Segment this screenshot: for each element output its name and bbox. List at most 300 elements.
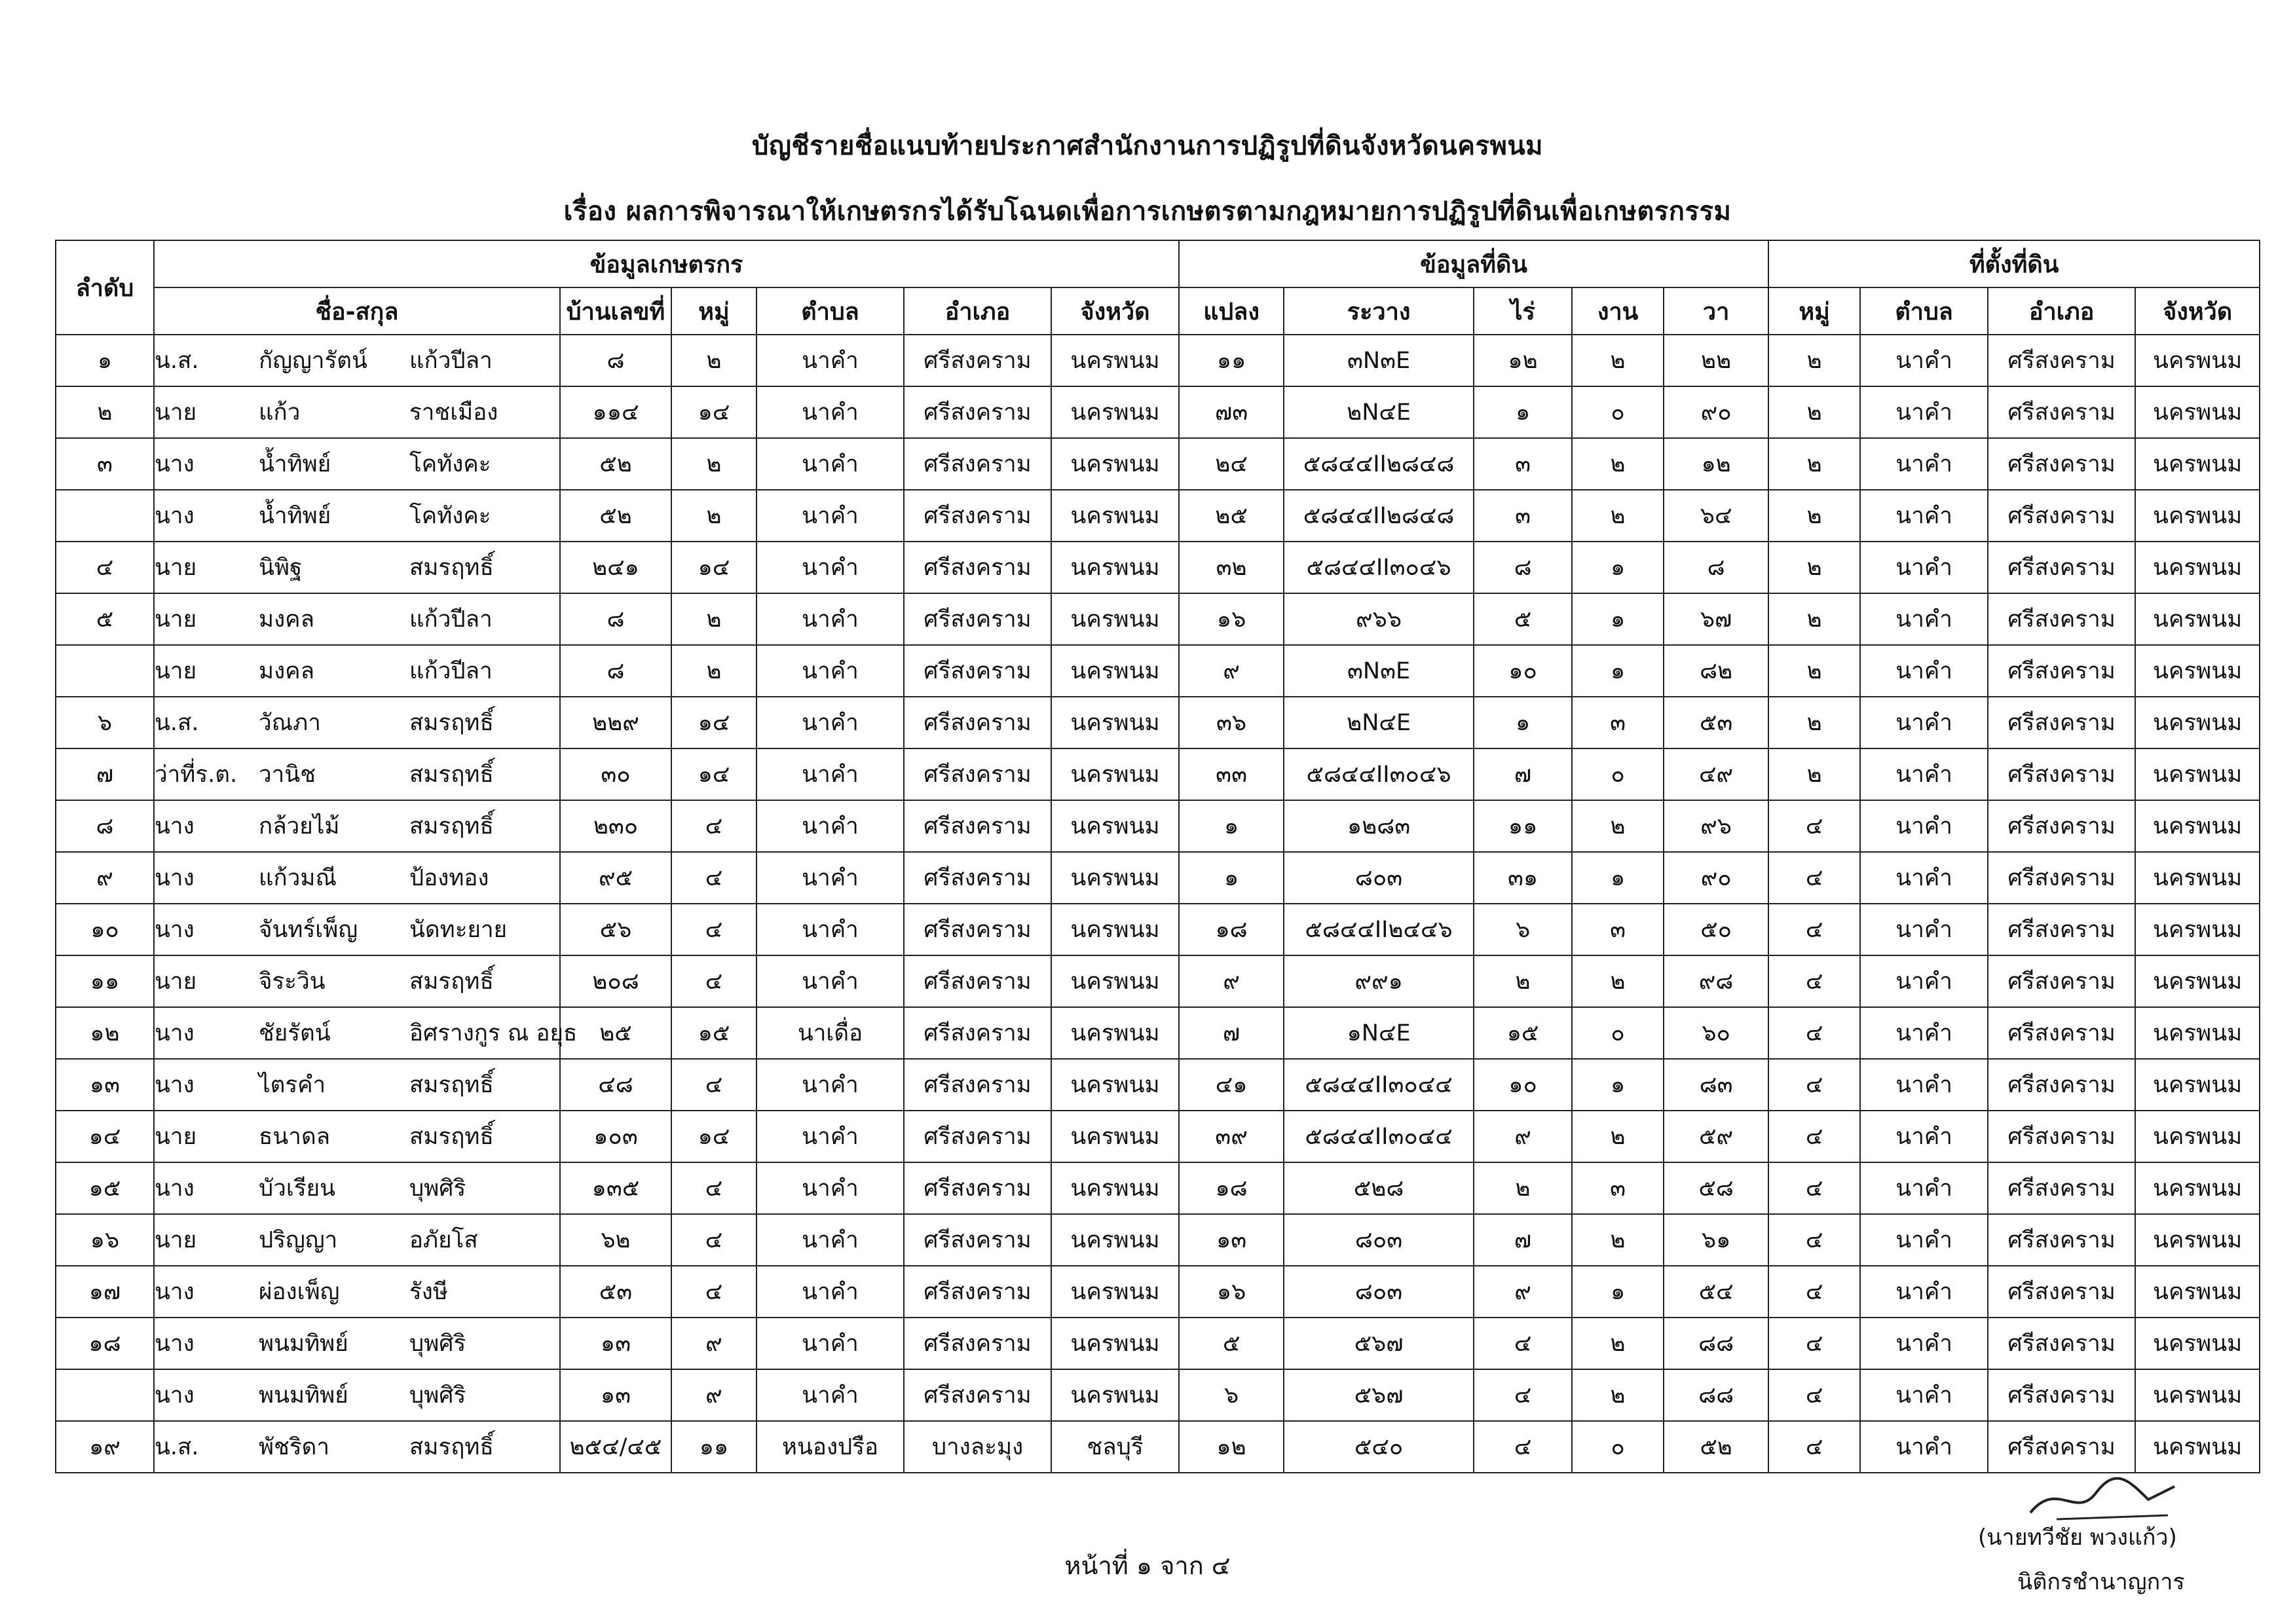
cell-loc-tambon: นาคำ: [1860, 1059, 1988, 1111]
cell-loc-amphoe: ศรีสงคราม: [1988, 697, 2135, 748]
cell-amphoe: ศรีสงคราม: [904, 800, 1051, 852]
cell-tambon: นาคำ: [756, 1059, 904, 1111]
cell-amphoe: บางละมุง: [904, 1421, 1051, 1473]
cell-loc-province: นครพนม: [2135, 1266, 2260, 1318]
cell-order: ๑๙: [56, 1421, 154, 1473]
cell-tambon: นาคำ: [756, 438, 904, 490]
cell-plot: ๗: [1179, 1007, 1284, 1059]
cell-first-name: แก้ว: [259, 386, 409, 438]
cell-moo: ๒: [671, 335, 756, 386]
cell-rawang: ๘๐๓: [1284, 852, 1474, 904]
cell-ngan: ๐: [1572, 1007, 1664, 1059]
header-province: จังหวัด: [1051, 287, 1179, 335]
cell-amphoe: ศรีสงคราม: [904, 542, 1051, 593]
cell-prefix: นาง: [154, 1007, 259, 1059]
cell-last-name: สมรฤทธิ์: [409, 1421, 560, 1473]
cell-prefix: น.ส.: [154, 697, 259, 748]
table-row: [56, 1421, 2260, 1473]
cell-ngan: ๓: [1572, 1162, 1664, 1214]
cell-first-name: ธนาดล: [259, 1111, 409, 1162]
document-subtitle: เรื่อง ผลการพิจารณาให้เกษตรกรได้รับโฉนดเพื่อการเกษตรตามกฎหมายการปฏิรูปที่ดินเพื่อเกษตรกรรม: [563, 196, 1732, 227]
cell-house-no: ๕๓: [560, 1266, 671, 1318]
cell-province: นครพนม: [1051, 1111, 1179, 1162]
cell-first-name: กัญญารัตน์: [259, 335, 409, 386]
cell-moo: ๔: [671, 1214, 756, 1266]
cell-rawang: ๘๐๓: [1284, 1214, 1474, 1266]
cell-last-name: สมรฤทธิ์: [409, 1059, 560, 1111]
cell-ngan: ๓: [1572, 904, 1664, 955]
cell-last-name: โคทังคะ: [409, 490, 560, 542]
cell-amphoe: ศรีสงคราม: [904, 1318, 1051, 1369]
cell-last-name: อภัยโส: [409, 1214, 560, 1266]
cell-first-name: พนมทิพย์: [259, 1318, 409, 1369]
cell-loc-tambon: นาคำ: [1860, 852, 1988, 904]
cell-plot: ๑๑: [1179, 335, 1284, 386]
cell-prefix: นาง: [154, 800, 259, 852]
cell-loc-province: นครพนม: [2135, 800, 2260, 852]
cell-order: ๔: [56, 542, 154, 593]
cell-ngan: ๒: [1572, 490, 1664, 542]
cell-order: [56, 490, 154, 542]
cell-loc-moo: ๒: [1768, 542, 1860, 593]
cell-prefix: นาย: [154, 1214, 259, 1266]
cell-last-name: ป้องทอง: [409, 852, 560, 904]
cell-last-name: บุพศิริ: [409, 1162, 560, 1214]
table-row: [56, 1266, 2260, 1318]
cell-rai: ๕: [1474, 593, 1572, 645]
cell-prefix: นาง: [154, 490, 259, 542]
cell-house-no: ๕๖: [560, 904, 671, 955]
header-name: ชื่อ-สกุล: [154, 287, 560, 335]
cell-tambon: นาคำ: [756, 1162, 904, 1214]
cell-province: นครพนม: [1051, 1007, 1179, 1059]
cell-ngan: ๑: [1572, 542, 1664, 593]
cell-rai: ๓: [1474, 438, 1572, 490]
cell-ngan: ๐: [1572, 748, 1664, 800]
header-farmer-info: ข้อมูลเกษตรกร: [154, 240, 1179, 287]
cell-prefix: นาง: [154, 1266, 259, 1318]
cell-last-name: บุพศิริ: [409, 1318, 560, 1369]
cell-amphoe: ศรีสงคราม: [904, 593, 1051, 645]
cell-tambon: นาคำ: [756, 697, 904, 748]
cell-loc-amphoe: ศรีสงคราม: [1988, 1318, 2135, 1369]
cell-amphoe: ศรีสงคราม: [904, 955, 1051, 1007]
cell-moo: ๒: [671, 593, 756, 645]
cell-tambon: นาคำ: [756, 800, 904, 852]
cell-tambon: นาคำ: [756, 955, 904, 1007]
cell-loc-moo: ๒: [1768, 645, 1860, 697]
cell-loc-amphoe: ศรีสงคราม: [1988, 1369, 2135, 1421]
cell-last-name: ราชเมือง: [409, 386, 560, 438]
cell-order: ๑๗: [56, 1266, 154, 1318]
cell-loc-amphoe: ศรีสงคราม: [1988, 438, 2135, 490]
header-loc-tambon: ตำบล: [1860, 287, 1988, 335]
cell-province: นครพนม: [1051, 438, 1179, 490]
cell-prefix: น.ส.: [154, 1421, 259, 1473]
table-row: [56, 1369, 2260, 1421]
cell-plot: ๒๕: [1179, 490, 1284, 542]
cell-loc-amphoe: ศรีสงคราม: [1988, 386, 2135, 438]
cell-last-name: แก้วปีลา: [409, 593, 560, 645]
cell-rawang: ๙๙๑: [1284, 955, 1474, 1007]
cell-province: นครพนม: [1051, 1214, 1179, 1266]
cell-loc-amphoe: ศรีสงคราม: [1988, 1059, 2135, 1111]
cell-rai: ๓: [1474, 490, 1572, 542]
cell-order: ๑๘: [56, 1318, 154, 1369]
header-plot: แปลง: [1179, 287, 1284, 335]
cell-rai: ๓๑: [1474, 852, 1572, 904]
cell-amphoe: ศรีสงคราม: [904, 1266, 1051, 1318]
cell-prefix: นาง: [154, 1162, 259, 1214]
cell-first-name: ชัยรัตน์: [259, 1007, 409, 1059]
table-row: [56, 438, 2260, 490]
cell-order: [56, 1369, 154, 1421]
cell-loc-amphoe: ศรีสงคราม: [1988, 1162, 2135, 1214]
cell-province: ชลบุรี: [1051, 1421, 1179, 1473]
cell-ngan: ๒: [1572, 1111, 1664, 1162]
cell-loc-tambon: นาคำ: [1860, 1369, 1988, 1421]
cell-rai: ๒: [1474, 1162, 1572, 1214]
cell-first-name: บัวเรียน: [259, 1162, 409, 1214]
cell-house-no: ๒๕: [560, 1007, 671, 1059]
cell-plot: ๔๑: [1179, 1059, 1284, 1111]
cell-wa: ๖๐: [1664, 1007, 1768, 1059]
cell-plot: ๙: [1179, 645, 1284, 697]
table-row: [56, 542, 2260, 593]
cell-loc-tambon: นาคำ: [1860, 955, 1988, 1007]
cell-order: ๑๐: [56, 904, 154, 955]
cell-last-name: นัดทะยาย: [409, 904, 560, 955]
cell-loc-tambon: นาคำ: [1860, 1421, 1988, 1473]
cell-amphoe: ศรีสงคราม: [904, 1162, 1051, 1214]
cell-last-name: สมรฤทธิ์: [409, 748, 560, 800]
cell-order: ๓: [56, 438, 154, 490]
cell-loc-moo: ๔: [1768, 1162, 1860, 1214]
cell-loc-amphoe: ศรีสงคราม: [1988, 748, 2135, 800]
cell-tambon: นาคำ: [756, 1214, 904, 1266]
cell-loc-amphoe: ศรีสงคราม: [1988, 490, 2135, 542]
cell-wa: ๘: [1664, 542, 1768, 593]
cell-first-name: ไตรคำ: [259, 1059, 409, 1111]
cell-first-name: พัชริดา: [259, 1421, 409, 1473]
cell-prefix: นาง: [154, 1318, 259, 1369]
table-row: [56, 904, 2260, 955]
cell-first-name: จันทร์เพ็ญ: [259, 904, 409, 955]
cell-loc-amphoe: ศรีสงคราม: [1988, 645, 2135, 697]
cell-province: นครพนม: [1051, 490, 1179, 542]
cell-first-name: มงคล: [259, 645, 409, 697]
cell-province: นครพนม: [1051, 697, 1179, 748]
cell-order: ๑๒: [56, 1007, 154, 1059]
cell-moo: ๒: [671, 490, 756, 542]
cell-plot: ๙: [1179, 955, 1284, 1007]
table-row: [56, 645, 2260, 697]
cell-loc-province: นครพนม: [2135, 697, 2260, 748]
cell-loc-tambon: นาคำ: [1860, 800, 1988, 852]
cell-tambon: นาคำ: [756, 1111, 904, 1162]
cell-plot: ๓๖: [1179, 697, 1284, 748]
cell-province: นครพนม: [1051, 748, 1179, 800]
cell-loc-tambon: นาคำ: [1860, 697, 1988, 748]
cell-loc-tambon: นาคำ: [1860, 1111, 1988, 1162]
cell-tambon: นาเดื่อ: [756, 1007, 904, 1059]
cell-loc-province: นครพนม: [2135, 1214, 2260, 1266]
cell-amphoe: ศรีสงคราม: [904, 386, 1051, 438]
cell-loc-moo: ๔: [1768, 904, 1860, 955]
cell-house-no: ๑๓: [560, 1318, 671, 1369]
cell-plot: ๗๓: [1179, 386, 1284, 438]
cell-tambon: หนองปรือ: [756, 1421, 904, 1473]
cell-plot: ๑: [1179, 800, 1284, 852]
cell-rai: ๑๐: [1474, 1059, 1572, 1111]
cell-house-no: ๑๓๕: [560, 1162, 671, 1214]
cell-rai: ๖: [1474, 904, 1572, 955]
cell-wa: ๕๔: [1664, 1266, 1768, 1318]
cell-moo: ๑๔: [671, 1111, 756, 1162]
cell-prefix: นาง: [154, 1059, 259, 1111]
cell-rawang: ๒N๔E: [1284, 697, 1474, 748]
cell-ngan: ๒: [1572, 955, 1664, 1007]
table-row: [56, 593, 2260, 645]
cell-wa: ๒๒: [1664, 335, 1768, 386]
cell-loc-province: นครพนม: [2135, 542, 2260, 593]
table-row: [56, 1214, 2260, 1266]
table-row: [56, 1162, 2260, 1214]
cell-rawang: ๕๘๔๔II๒๔๔๖: [1284, 904, 1474, 955]
header-amphoe: อำเภอ: [904, 287, 1051, 335]
cell-wa: ๕๐: [1664, 904, 1768, 955]
cell-ngan: ๒: [1572, 438, 1664, 490]
cell-plot: ๑: [1179, 852, 1284, 904]
cell-order: ๕: [56, 593, 154, 645]
cell-house-no: ๒๓๐: [560, 800, 671, 852]
cell-moo: ๑๕: [671, 1007, 756, 1059]
cell-prefix: น.ส.: [154, 335, 259, 386]
cell-prefix: ว่าที่ร.ต.: [154, 748, 259, 800]
cell-loc-amphoe: ศรีสงคราม: [1988, 800, 2135, 852]
cell-rai: ๑๒: [1474, 335, 1572, 386]
cell-plot: ๑๖: [1179, 593, 1284, 645]
farmer-land-table: [55, 240, 2260, 1473]
cell-plot: ๓๙: [1179, 1111, 1284, 1162]
header-land-info: ข้อมูลที่ดิน: [1179, 240, 1768, 287]
cell-wa: ๖๗: [1664, 593, 1768, 645]
cell-amphoe: ศรีสงคราม: [904, 1369, 1051, 1421]
cell-wa: ๙๖: [1664, 800, 1768, 852]
cell-plot: ๑๘: [1179, 1162, 1284, 1214]
cell-loc-province: นครพนม: [2135, 1421, 2260, 1473]
cell-rawang: ๕๘๔๔II๓๐๔๔: [1284, 1111, 1474, 1162]
cell-house-no: ๒๔๑: [560, 542, 671, 593]
cell-loc-amphoe: ศรีสงคราม: [1988, 335, 2135, 386]
cell-moo: ๒: [671, 438, 756, 490]
cell-ngan: ๒: [1572, 800, 1664, 852]
cell-last-name: สมรฤทธิ์: [409, 697, 560, 748]
cell-plot: ๒๔: [1179, 438, 1284, 490]
cell-first-name: วัณภา: [259, 697, 409, 748]
cell-loc-moo: ๒: [1768, 697, 1860, 748]
cell-moo: ๔: [671, 1059, 756, 1111]
cell-order: ๙: [56, 852, 154, 904]
cell-moo: ๑๔: [671, 748, 756, 800]
cell-loc-tambon: นาคำ: [1860, 438, 1988, 490]
cell-loc-moo: ๒: [1768, 438, 1860, 490]
cell-rawang: ๘๐๓: [1284, 1266, 1474, 1318]
cell-ngan: ๑: [1572, 852, 1664, 904]
signer-name: (นายทวีชัย พวงแก้ว): [1978, 1524, 2177, 1551]
cell-loc-tambon: นาคำ: [1860, 904, 1988, 955]
cell-ngan: ๒: [1572, 1318, 1664, 1369]
cell-tambon: นาคำ: [756, 852, 904, 904]
cell-loc-amphoe: ศรีสงคราม: [1988, 852, 2135, 904]
header-tambon: ตำบล: [756, 287, 904, 335]
cell-loc-amphoe: ศรีสงคราม: [1988, 1421, 2135, 1473]
cell-amphoe: ศรีสงคราม: [904, 904, 1051, 955]
cell-order: ๗: [56, 748, 154, 800]
cell-plot: ๓๓: [1179, 748, 1284, 800]
cell-loc-province: นครพนม: [2135, 438, 2260, 490]
cell-wa: ๖๔: [1664, 490, 1768, 542]
header-loc-moo: หมู่: [1768, 287, 1860, 335]
cell-last-name: สมรฤทธิ์: [409, 1111, 560, 1162]
cell-province: นครพนม: [1051, 386, 1179, 438]
cell-rai: ๗: [1474, 1214, 1572, 1266]
header-wa: วา: [1664, 287, 1768, 335]
cell-prefix: นาง: [154, 852, 259, 904]
cell-prefix: นาย: [154, 1111, 259, 1162]
cell-order: ๑๖: [56, 1214, 154, 1266]
cell-last-name: อิศรางกูร ณ อยุธ: [409, 1007, 560, 1059]
cell-first-name: ผ่องเพ็ญ: [259, 1266, 409, 1318]
cell-moo: ๔: [671, 1266, 756, 1318]
cell-last-name: แก้วปีลา: [409, 645, 560, 697]
cell-wa: ๘๓: [1664, 1059, 1768, 1111]
cell-last-name: รังษี: [409, 1266, 560, 1318]
cell-wa: ๕๘: [1664, 1162, 1768, 1214]
cell-loc-tambon: นาคำ: [1860, 490, 1988, 542]
cell-rai: ๔: [1474, 1421, 1572, 1473]
cell-loc-moo: ๔: [1768, 1421, 1860, 1473]
cell-wa: ๖๑: [1664, 1214, 1768, 1266]
table-row: [56, 697, 2260, 748]
cell-loc-moo: ๒: [1768, 748, 1860, 800]
cell-loc-province: นครพนม: [2135, 1111, 2260, 1162]
cell-rawang: ๑N๔E: [1284, 1007, 1474, 1059]
cell-prefix: นาย: [154, 955, 259, 1007]
cell-loc-amphoe: ศรีสงคราม: [1988, 1214, 2135, 1266]
cell-rai: ๑๕: [1474, 1007, 1572, 1059]
cell-prefix: นาง: [154, 904, 259, 955]
cell-rawang: ๕๖๗: [1284, 1369, 1474, 1421]
table-row: [56, 852, 2260, 904]
cell-province: นครพนม: [1051, 593, 1179, 645]
cell-plot: ๑๖: [1179, 1266, 1284, 1318]
cell-house-no: ๑๓: [560, 1369, 671, 1421]
cell-ngan: ๑: [1572, 593, 1664, 645]
cell-last-name: สมรฤทธิ์: [409, 542, 560, 593]
cell-province: นครพนม: [1051, 1369, 1179, 1421]
cell-wa: ๘๘: [1664, 1369, 1768, 1421]
cell-loc-tambon: นาคำ: [1860, 386, 1988, 438]
cell-amphoe: ศรีสงคราม: [904, 697, 1051, 748]
cell-moo: ๙: [671, 1318, 756, 1369]
cell-loc-tambon: นาคำ: [1860, 1007, 1988, 1059]
cell-house-no: ๑๐๓: [560, 1111, 671, 1162]
cell-tambon: นาคำ: [756, 748, 904, 800]
cell-rawang: ๕๘๔๔II๒๘๔๘: [1284, 490, 1474, 542]
cell-wa: ๕๙: [1664, 1111, 1768, 1162]
cell-rawang: ๕๖๗: [1284, 1318, 1474, 1369]
cell-loc-province: นครพนม: [2135, 748, 2260, 800]
cell-loc-amphoe: ศรีสงคราม: [1988, 955, 2135, 1007]
cell-tambon: นาคำ: [756, 904, 904, 955]
cell-wa: ๘๘: [1664, 1318, 1768, 1369]
cell-loc-tambon: นาคำ: [1860, 1318, 1988, 1369]
cell-house-no: ๒๒๙: [560, 697, 671, 748]
cell-prefix: นาย: [154, 386, 259, 438]
cell-rai: ๑๑: [1474, 800, 1572, 852]
cell-first-name: ปริญญา: [259, 1214, 409, 1266]
cell-rai: ๑๐: [1474, 645, 1572, 697]
cell-loc-moo: ๔: [1768, 800, 1860, 852]
cell-ngan: ๓: [1572, 697, 1664, 748]
cell-rai: ๔: [1474, 1318, 1572, 1369]
cell-province: นครพนม: [1051, 645, 1179, 697]
table-row: [56, 1111, 2260, 1162]
cell-rai: ๑: [1474, 386, 1572, 438]
cell-loc-province: นครพนม: [2135, 1162, 2260, 1214]
cell-ngan: ๑: [1572, 1059, 1664, 1111]
cell-loc-province: นครพนม: [2135, 645, 2260, 697]
cell-province: นครพนม: [1051, 852, 1179, 904]
cell-loc-tambon: นาคำ: [1860, 748, 1988, 800]
document-title: บัญชีรายชื่อแนบท้ายประกาศสำนักงานการปฏิรูปที่ดินจังหวัดนครพนม: [751, 131, 1544, 161]
header-rawang: ระวาง: [1284, 287, 1474, 335]
cell-amphoe: ศรีสงคราม: [904, 748, 1051, 800]
cell-last-name: แก้วปีลา: [409, 335, 560, 386]
cell-first-name: กล้วยไม้: [259, 800, 409, 852]
header-rai: ไร่: [1474, 287, 1572, 335]
cell-loc-amphoe: ศรีสงคราม: [1988, 904, 2135, 955]
cell-amphoe: ศรีสงคราม: [904, 645, 1051, 697]
table-body: [56, 335, 2260, 1473]
cell-order: ๘: [56, 800, 154, 852]
cell-loc-province: นครพนม: [2135, 1059, 2260, 1111]
cell-moo: ๒: [671, 645, 756, 697]
cell-loc-tambon: นาคำ: [1860, 542, 1988, 593]
cell-order: ๑๓: [56, 1059, 154, 1111]
cell-plot: ๕: [1179, 1318, 1284, 1369]
cell-tambon: นาคำ: [756, 645, 904, 697]
cell-rawang: ๒N๔E: [1284, 386, 1474, 438]
cell-loc-moo: ๔: [1768, 852, 1860, 904]
cell-wa: ๑๒: [1664, 438, 1768, 490]
table-row: [56, 386, 2260, 438]
cell-loc-moo: ๔: [1768, 1059, 1860, 1111]
cell-ngan: ๐: [1572, 1421, 1664, 1473]
cell-amphoe: ศรีสงคราม: [904, 1007, 1051, 1059]
cell-loc-moo: ๔: [1768, 1266, 1860, 1318]
cell-first-name: นิพิฐ: [259, 542, 409, 593]
cell-loc-tambon: นาคำ: [1860, 1214, 1988, 1266]
cell-moo: ๑๔: [671, 697, 756, 748]
cell-first-name: วานิช: [259, 748, 409, 800]
cell-rawang: ๕๘๔๔II๓๐๔๔: [1284, 1059, 1474, 1111]
cell-amphoe: ศรีสงคราม: [904, 852, 1051, 904]
cell-amphoe: ศรีสงคราม: [904, 1059, 1051, 1111]
header-order: ลำดับ: [56, 240, 154, 335]
cell-loc-amphoe: ศรีสงคราม: [1988, 1111, 2135, 1162]
